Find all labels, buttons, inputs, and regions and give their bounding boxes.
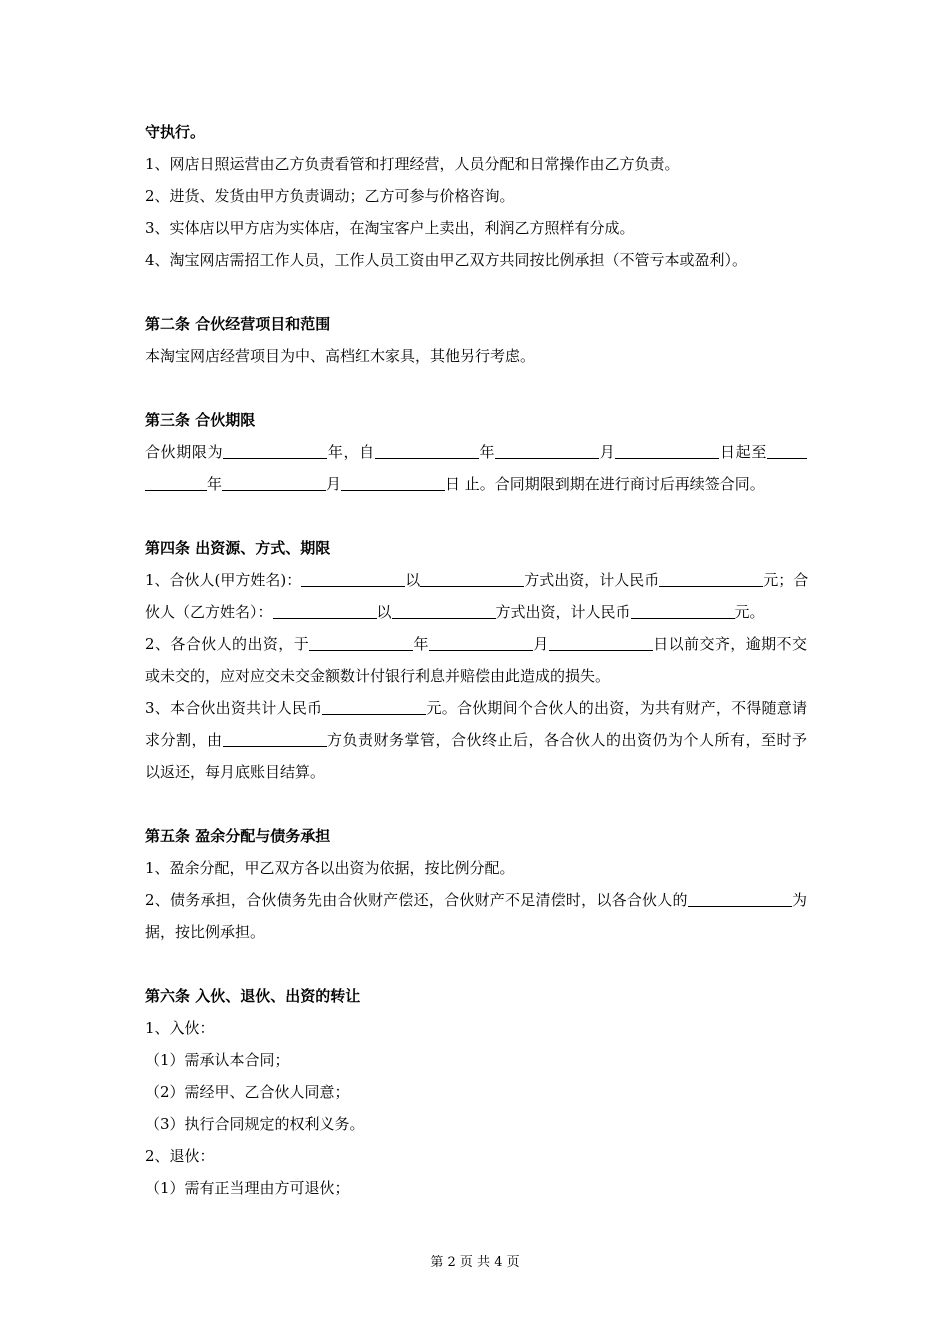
article-2-text: 本淘宝网店经营项目为中、高档红木家具，其他另行考虑。 xyxy=(145,347,536,365)
contribution-line-1: 1、合伙人(甲方姓名)： 以 方式出资，计人民币 元；合 xyxy=(145,571,809,589)
contribution-line-2: 伙人（乙方姓名）： 以 方式出资，计人民币 元。 xyxy=(145,603,765,621)
blank-party-a-amount[interactable] xyxy=(659,571,763,587)
blank-start-year[interactable] xyxy=(375,443,479,459)
withdraw-item-1: （1）需有正当理由方可退伙； xyxy=(145,1179,350,1197)
blank-total-amount[interactable] xyxy=(322,699,426,715)
debt-line-2: 据，按比例承担。 xyxy=(145,923,266,941)
clause-line-2: 2、进货、发货由甲方负责调动；乙方可参与价格咨询。 xyxy=(145,187,515,205)
contribution-line-4: 或未交的，应对应交未交金额数计付银行利息并赔偿由此造成的损失。 xyxy=(145,667,611,685)
paragraph-continuation: 守执行。 xyxy=(145,123,206,141)
withdraw-heading: 2、退伙： xyxy=(145,1147,215,1165)
join-item-1: （1）需承认本合同； xyxy=(145,1051,290,1069)
blank-party-b-name[interactable] xyxy=(273,603,377,619)
blank-start-day[interactable] xyxy=(615,443,719,459)
blank-pay-year[interactable] xyxy=(309,635,413,651)
blank-end-day[interactable] xyxy=(341,475,445,491)
join-item-3: （3）执行合同规定的权利义务。 xyxy=(145,1115,365,1133)
profit-line: 1、盈余分配，甲乙双方各以出资为依据，按比例分配。 xyxy=(145,859,515,877)
contribution-line-6: 求分割，由 方负责财务掌管，合伙终止后，各合伙人的出资仍为个人所有，至时予 xyxy=(145,731,807,749)
article-5-heading: 第五条 盈余分配与债务承担 xyxy=(145,827,331,845)
blank-party-a-name[interactable] xyxy=(301,571,405,587)
term-line-1: 合伙期限为 年，自 年 月 日起至 xyxy=(145,442,807,462)
term-line-2: 年 月 日 止。合同期限到期在进行商讨后再续签合同。 xyxy=(145,474,807,494)
clause-line-1: 1、网店日照运营由乙方负责看管和打理经营，人员分配和日常操作由乙方负责。 xyxy=(145,155,680,173)
blank-end-month[interactable] xyxy=(222,475,326,491)
blank-debt-basis[interactable] xyxy=(688,891,792,907)
article-3-heading: 第三条 合伙期限 xyxy=(145,411,256,429)
blank-years[interactable] xyxy=(223,443,327,459)
blank-party-b-amount[interactable] xyxy=(631,603,735,619)
blank-start-month[interactable] xyxy=(495,443,599,459)
article-4-heading: 第四条 出资源、方式、期限 xyxy=(145,539,331,557)
join-heading: 1、入伙： xyxy=(145,1019,215,1037)
clause-line-4: 4、淘宝网店需招工作人员，工作人员工资由甲乙双方共同按比例承担（不管亏本或盈利）。 xyxy=(145,251,748,269)
debt-line-1: 2、债务承担，合伙债务先由合伙财产偿还，合伙财产不足清偿时，以各合伙人的 为 xyxy=(145,891,807,909)
blank-end-year-b[interactable] xyxy=(145,475,207,491)
contribution-line-7: 以返还，每月底账目结算。 xyxy=(145,763,326,781)
blank-end-year-a[interactable] xyxy=(767,443,807,459)
contribution-line-3: 2、各合伙人的出资，于 年 月 日以前交齐，逾期不交 xyxy=(145,635,807,653)
blank-pay-day[interactable] xyxy=(549,635,653,651)
blank-party-b-method[interactable] xyxy=(392,603,496,619)
join-item-2: （2）需经甲、乙合伙人同意； xyxy=(145,1083,350,1101)
page-number-footer: 第 2 页 共 4 页 xyxy=(430,1255,520,1270)
article-6-heading: 第六条 入伙、退伙、出资的转让 xyxy=(145,987,361,1005)
clause-line-3: 3、实体店以甲方店为实体店，在淘宝客户上卖出，利润乙方照样有分成。 xyxy=(145,219,635,237)
blank-finance-party[interactable] xyxy=(223,731,327,747)
blank-pay-month[interactable] xyxy=(429,635,533,651)
article-2-heading: 第二条 合伙经营项目和范围 xyxy=(145,315,331,333)
contribution-line-5: 3、本合伙出资共计人民币 元。合伙期间个合伙人的出资，为共有财产，不得随意请 xyxy=(145,699,807,717)
blank-party-a-method[interactable] xyxy=(420,571,524,587)
